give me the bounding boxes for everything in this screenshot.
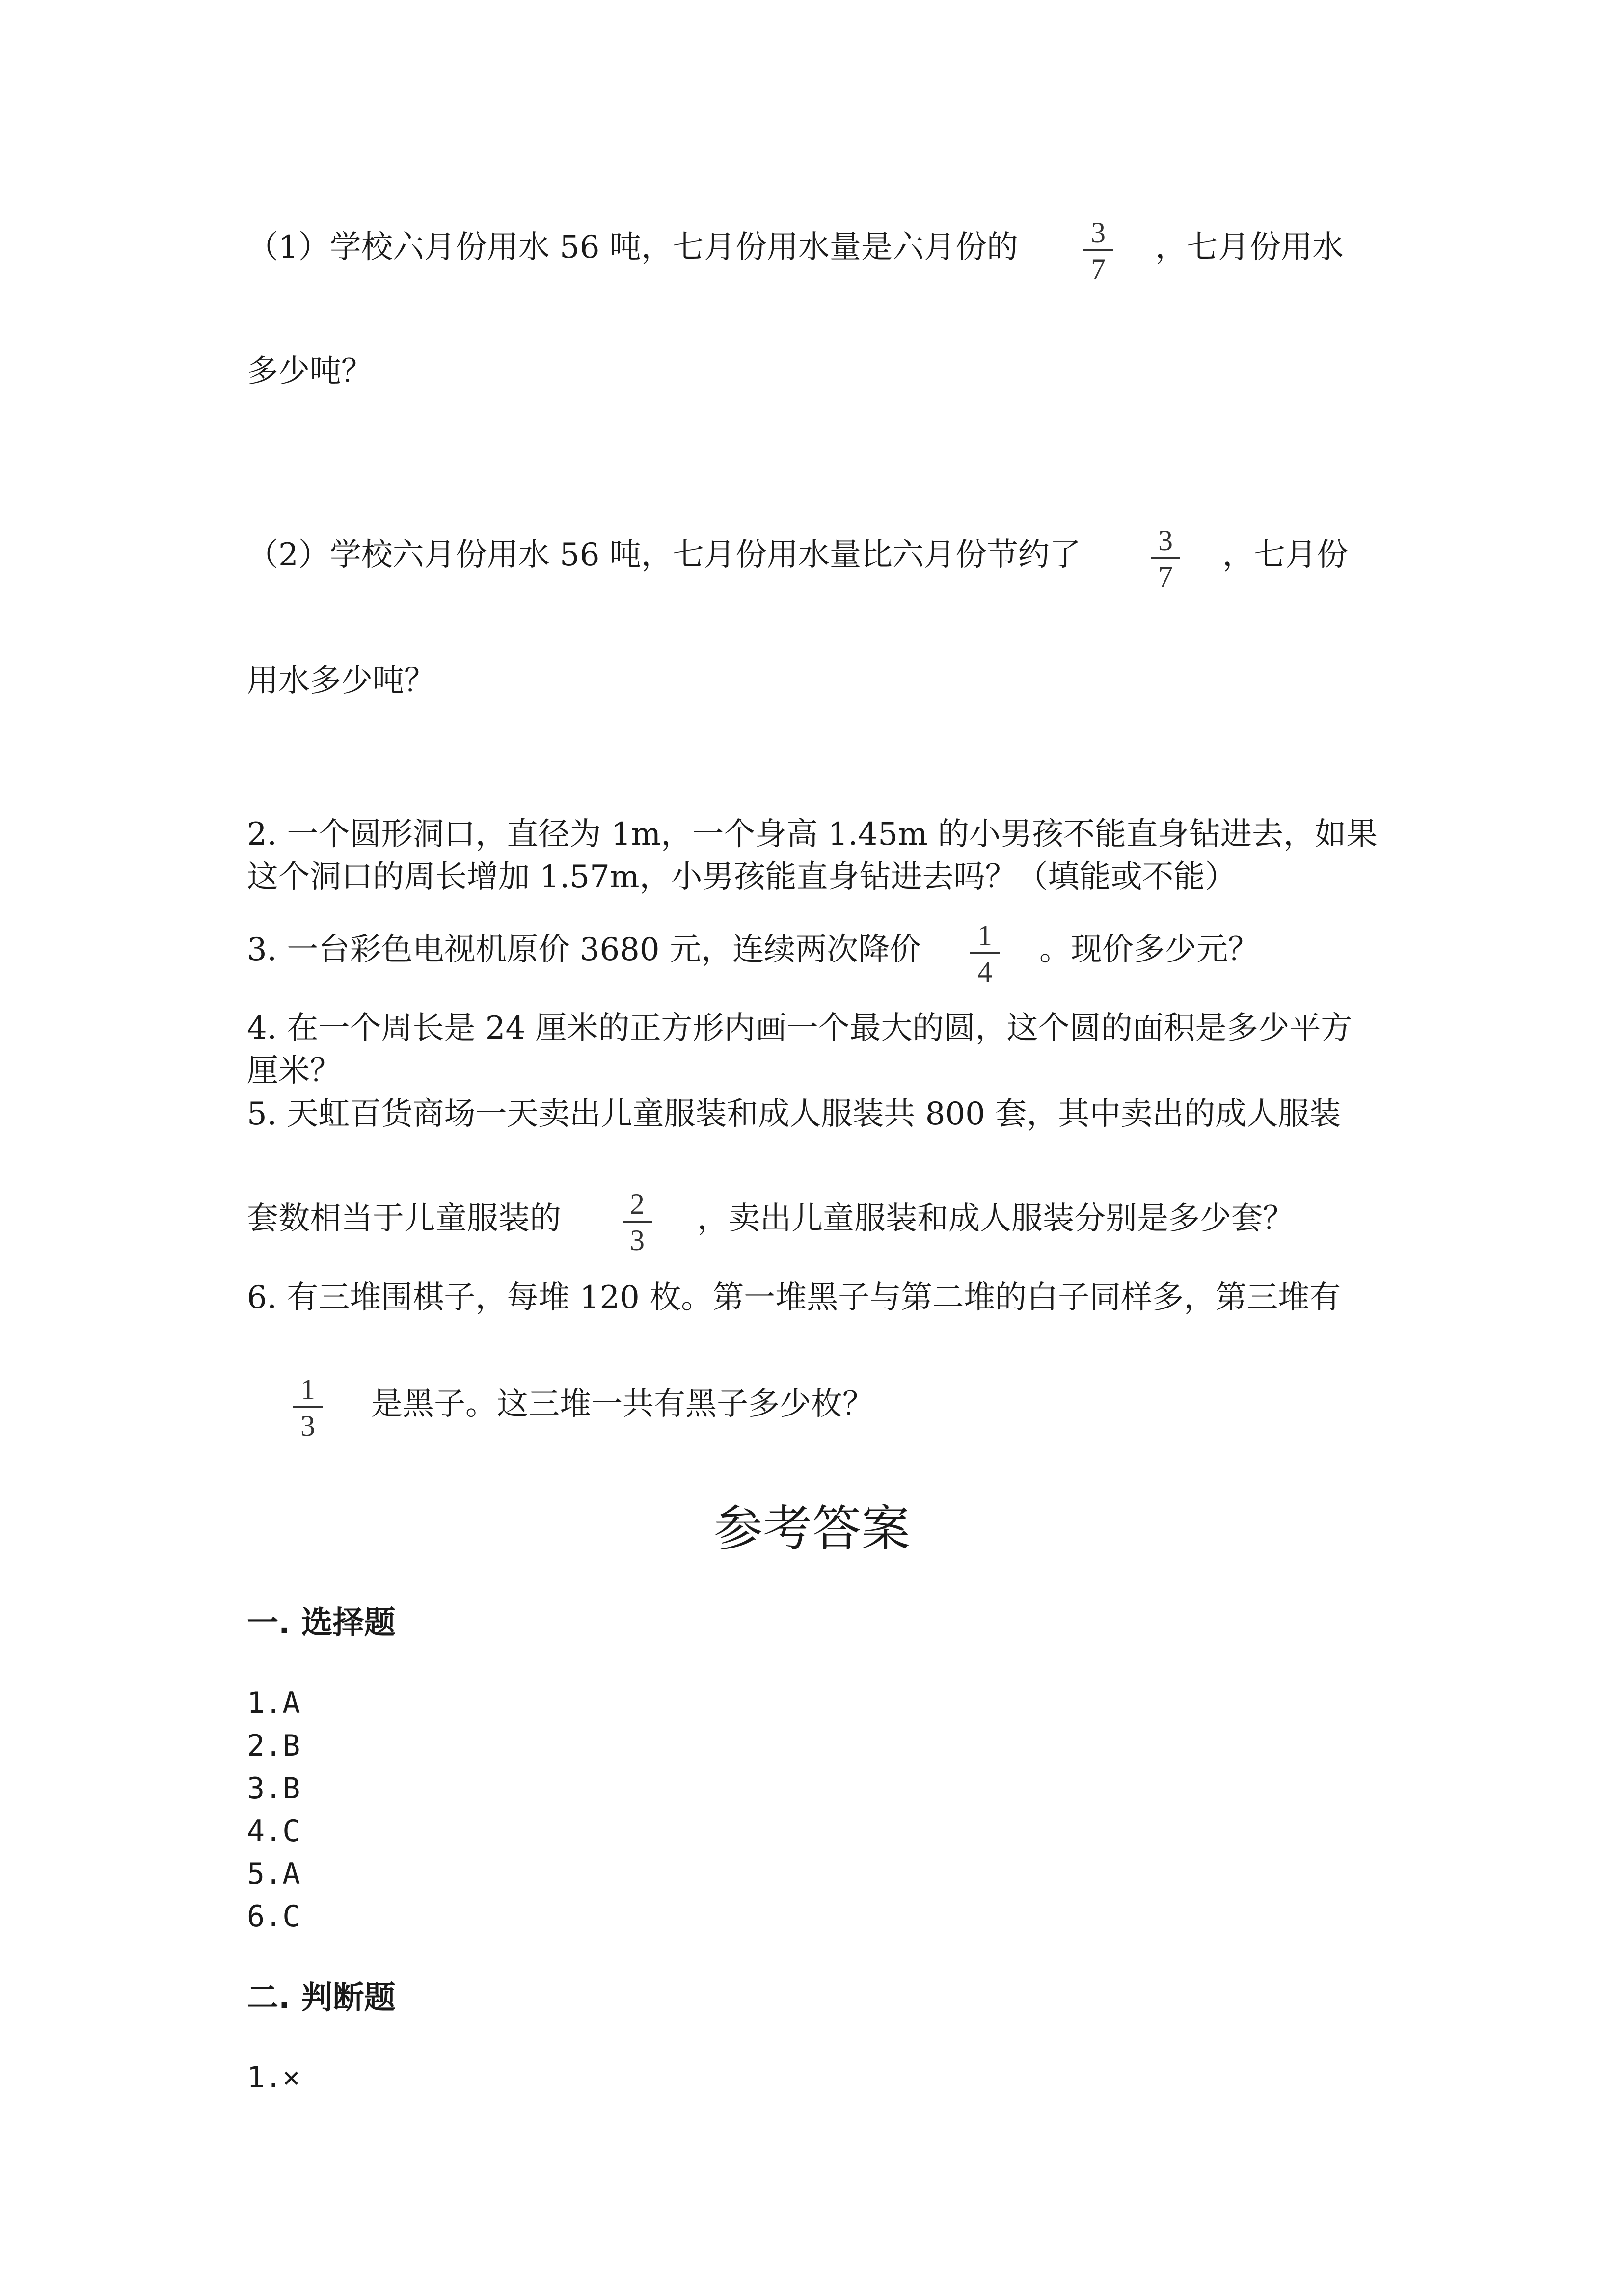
question-4-line2	[247, 1055, 341, 1087]
question-text: 用水多少吨？	[247, 663, 435, 699]
question-5-line2	[247, 1201, 561, 1237]
question-text: 多少吨？	[247, 353, 373, 390]
question-2-line2	[247, 861, 1237, 893]
question-1-1-line1-tail	[1155, 229, 1344, 266]
section-heading-multiple-choice: 一. 选择题	[247, 1605, 396, 1641]
question-text: ，七月份用水	[1155, 229, 1344, 266]
answer-item: 1.×	[247, 2060, 300, 2095]
fraction-bar	[1083, 249, 1113, 251]
section-heading-true-false: 二. 判断题	[247, 1980, 396, 2016]
fraction-denominator: 3	[630, 1224, 645, 1256]
fraction-1-4	[970, 921, 1000, 987]
question-text: 4. 在一个周长是 24 厘米的正方形内画一个最大的圆，这个圆的面积是多少平方	[247, 1010, 1353, 1046]
question-3-line1	[247, 932, 921, 968]
question-text: 5. 天虹百货商场一天卖出儿童服装和成人服装共 800 套，其中卖出的成人服装	[247, 1096, 1341, 1132]
answer-item: 6.C	[247, 1899, 300, 1934]
question-6-line2	[371, 1388, 874, 1420]
answer-item: 1.A	[247, 1686, 300, 1720]
question-text: 3. 一台彩色电视机原价 3680 元，连续两次降价	[247, 932, 921, 968]
question-1-2-line2	[247, 663, 435, 699]
question-text: 厘米？	[247, 1053, 341, 1089]
fraction-bar	[1151, 557, 1180, 559]
question-text: 套数相当于儿童服装的	[247, 1201, 561, 1237]
true-false-answers	[247, 2056, 300, 2099]
multiple-choice-answers	[247, 1682, 300, 1938]
question-text: （2）学校六月份用水 56 吨，七月份用水量比六月份节约了	[247, 537, 1081, 573]
fraction-3-7	[1083, 218, 1113, 284]
fraction-bar	[623, 1221, 652, 1223]
question-2-line1	[247, 816, 1378, 853]
question-1-2-line1-tail	[1222, 539, 1348, 571]
question-text: （1）学校六月份用水 56 吨，七月份用水量是六月份的	[247, 229, 1018, 266]
question-6-line1	[247, 1280, 1341, 1316]
fraction-numerator: 2	[630, 1188, 645, 1220]
answer-item: 4.C	[247, 1814, 300, 1848]
question-1-1-line1	[247, 229, 1018, 266]
answer-item: 2.B	[247, 1729, 300, 1763]
fraction-2-3	[623, 1189, 652, 1255]
fraction-numerator: 3	[1091, 216, 1106, 249]
fraction-numerator: 1	[300, 1373, 315, 1406]
answer-item: 5.A	[247, 1857, 300, 1891]
question-text: 是黑子。这三堆一共有黑子多少枚？	[371, 1386, 874, 1422]
answer-key-title: 参考答案	[714, 1500, 910, 1557]
question-text: ，七月份	[1222, 537, 1348, 573]
fraction-denominator: 7	[1158, 561, 1173, 593]
fraction-denominator: 7	[1091, 253, 1106, 285]
fraction-numerator: 3	[1158, 524, 1173, 557]
question-5-line2-tail	[697, 1201, 1294, 1237]
question-text: ，卖出儿童服装和成人服装分别是多少套？	[697, 1201, 1294, 1237]
question-text: 6. 有三堆围棋子，每堆 120 枚。第一堆黑子与第二堆的白子同样多，第三堆有	[247, 1280, 1341, 1316]
question-4-line1	[247, 1010, 1353, 1046]
question-text: 这个洞口的周长增加 1.57m，小男孩能直身钻进去吗？（填能或不能）	[247, 859, 1237, 895]
fraction-numerator: 1	[977, 919, 992, 952]
question-text: 。现价多少元？	[1039, 932, 1259, 968]
question-5-line1	[247, 1098, 1341, 1130]
fraction-denominator: 3	[300, 1410, 315, 1442]
question-1-2-line1	[247, 539, 1081, 571]
question-1-1-line2	[247, 353, 373, 390]
question-text: 2. 一个圆形洞口，直径为 1m，一个身高 1.45m 的小男孩不能直身钻进去，如果	[247, 816, 1378, 853]
question-3-line1-tail	[1039, 932, 1259, 968]
answer-item: 3.B	[247, 1771, 300, 1806]
fraction-denominator: 4	[977, 956, 992, 988]
fraction-1-3	[293, 1375, 323, 1441]
fraction-bar	[293, 1406, 323, 1408]
fraction-bar	[970, 952, 1000, 954]
fraction-3-7	[1151, 526, 1180, 591]
